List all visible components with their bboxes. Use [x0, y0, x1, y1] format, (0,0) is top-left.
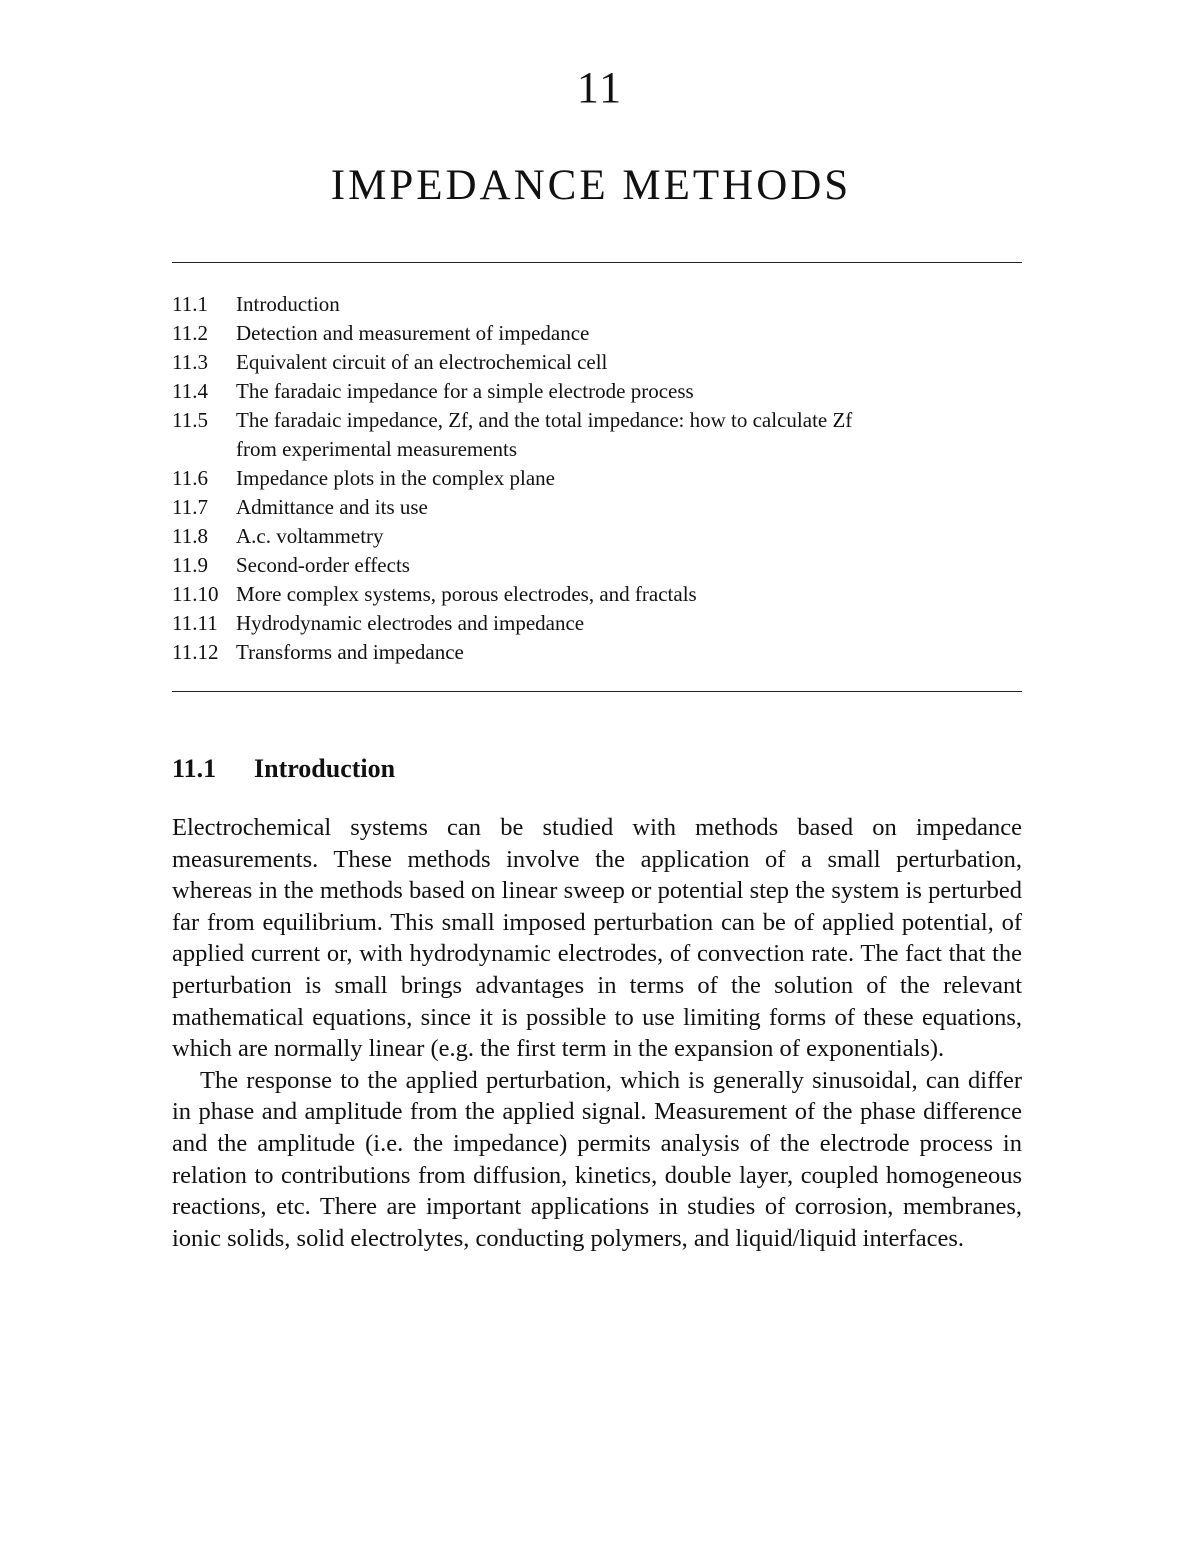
toc-item: [172, 406, 1032, 464]
toc-item-number: 11.5: [172, 408, 208, 432]
toc-item-number: 11.8: [172, 524, 208, 548]
toc-item-title: Hydrodynamic electrodes and impedance: [236, 611, 585, 635]
toc-item-title: Detection and measurement of impedance: [236, 321, 590, 345]
toc-item: [172, 522, 1032, 551]
chapter-title: IMPEDANCE METHODS: [330, 162, 852, 209]
toc-item-number: 11.7: [172, 495, 208, 519]
toc-item: [172, 377, 1032, 406]
toc-item: [172, 464, 1032, 493]
toc-item-number: 11.2: [172, 321, 208, 345]
toc-item: [172, 348, 1032, 377]
toc-item-number: 11.12: [172, 640, 219, 664]
section-heading: [172, 752, 395, 786]
toc-item-title: A.c. voltammetry: [236, 524, 384, 548]
toc-item-number: 11.9: [172, 553, 208, 577]
toc-item-title: More complex systems, porous electrodes, and fractals: [236, 582, 697, 606]
body-paragraph: The response to the applied perturbation, which is generally sinusoidal, can differ in phase and amplitude from the applied signal. Measurement of the phase difference and the amplitude (i.e. the impedance) permits analysis of the electrode process in relation to contributions from diffusion, kinetics, double layer, coupled homogeneous reactions, etc. There are important applications in studies of corrosion, membranes, ionic solids, solid electrolytes, conducting polymers, and liquid/liquid interfaces.: [172, 1066, 1022, 1252]
toc-item-number: 11.10: [172, 582, 219, 606]
section-title: Introduction: [254, 754, 396, 783]
toc-item-title: Admittance and its use: [236, 495, 428, 519]
toc-item-number: 11.6: [172, 466, 208, 490]
toc-item-continuation: from experimental measurements: [236, 437, 518, 461]
toc-item: [172, 290, 1032, 319]
toc-item: [172, 609, 1032, 638]
toc-item-title: Impedance plots in the complex plane: [236, 466, 555, 490]
toc-item-number: 11.1: [172, 292, 208, 316]
toc-item: [172, 638, 1032, 667]
chapter-contents: [172, 290, 1032, 667]
toc-item: [172, 551, 1032, 580]
toc-item: [172, 493, 1032, 522]
toc-item-number: 11.11: [172, 611, 218, 635]
toc-item-title: The faradaic impedance, Zf, and the total impedance: how to calculate Zf: [236, 408, 853, 432]
toc-item-number: 11.4: [172, 379, 208, 403]
toc-item-title: Second-order effects: [236, 553, 410, 577]
toc-item-number: 11.3: [172, 350, 208, 374]
toc-item-title: Transforms and impedance: [236, 640, 464, 664]
toc-item-title: Equivalent circuit of an electrochemical cell: [236, 350, 608, 374]
section-number: 11.1: [172, 754, 217, 783]
toc-item-title: The faradaic impedance for a simple electrode process: [236, 379, 694, 403]
toc-bottom-rule: [172, 691, 1022, 692]
toc-item: [172, 319, 1032, 348]
section-body: [172, 812, 1022, 1254]
toc-item-title: Introduction: [236, 292, 340, 316]
toc-item: [172, 580, 1032, 609]
toc-top-rule: [172, 262, 1022, 263]
chapter-number: 11: [576, 63, 624, 112]
body-paragraph: Electrochemical systems can be studied with methods based on impedance measurements. These methods involve the application of a small perturbation, whereas in the methods based on linear sweep or potential step the system is perturbed far from equilibrium. This small imposed perturbation can be of applied potential, of applied current or, with hydrodynamic electrodes, of convection rate. The fact that the perturbation is small brings advantages in terms of the solution of the relevant mathematical equations, since it is possible to use limiting forms of these equations, which are normally linear (e.g. the first term in the expansion of exponentials).: [172, 814, 1022, 1063]
